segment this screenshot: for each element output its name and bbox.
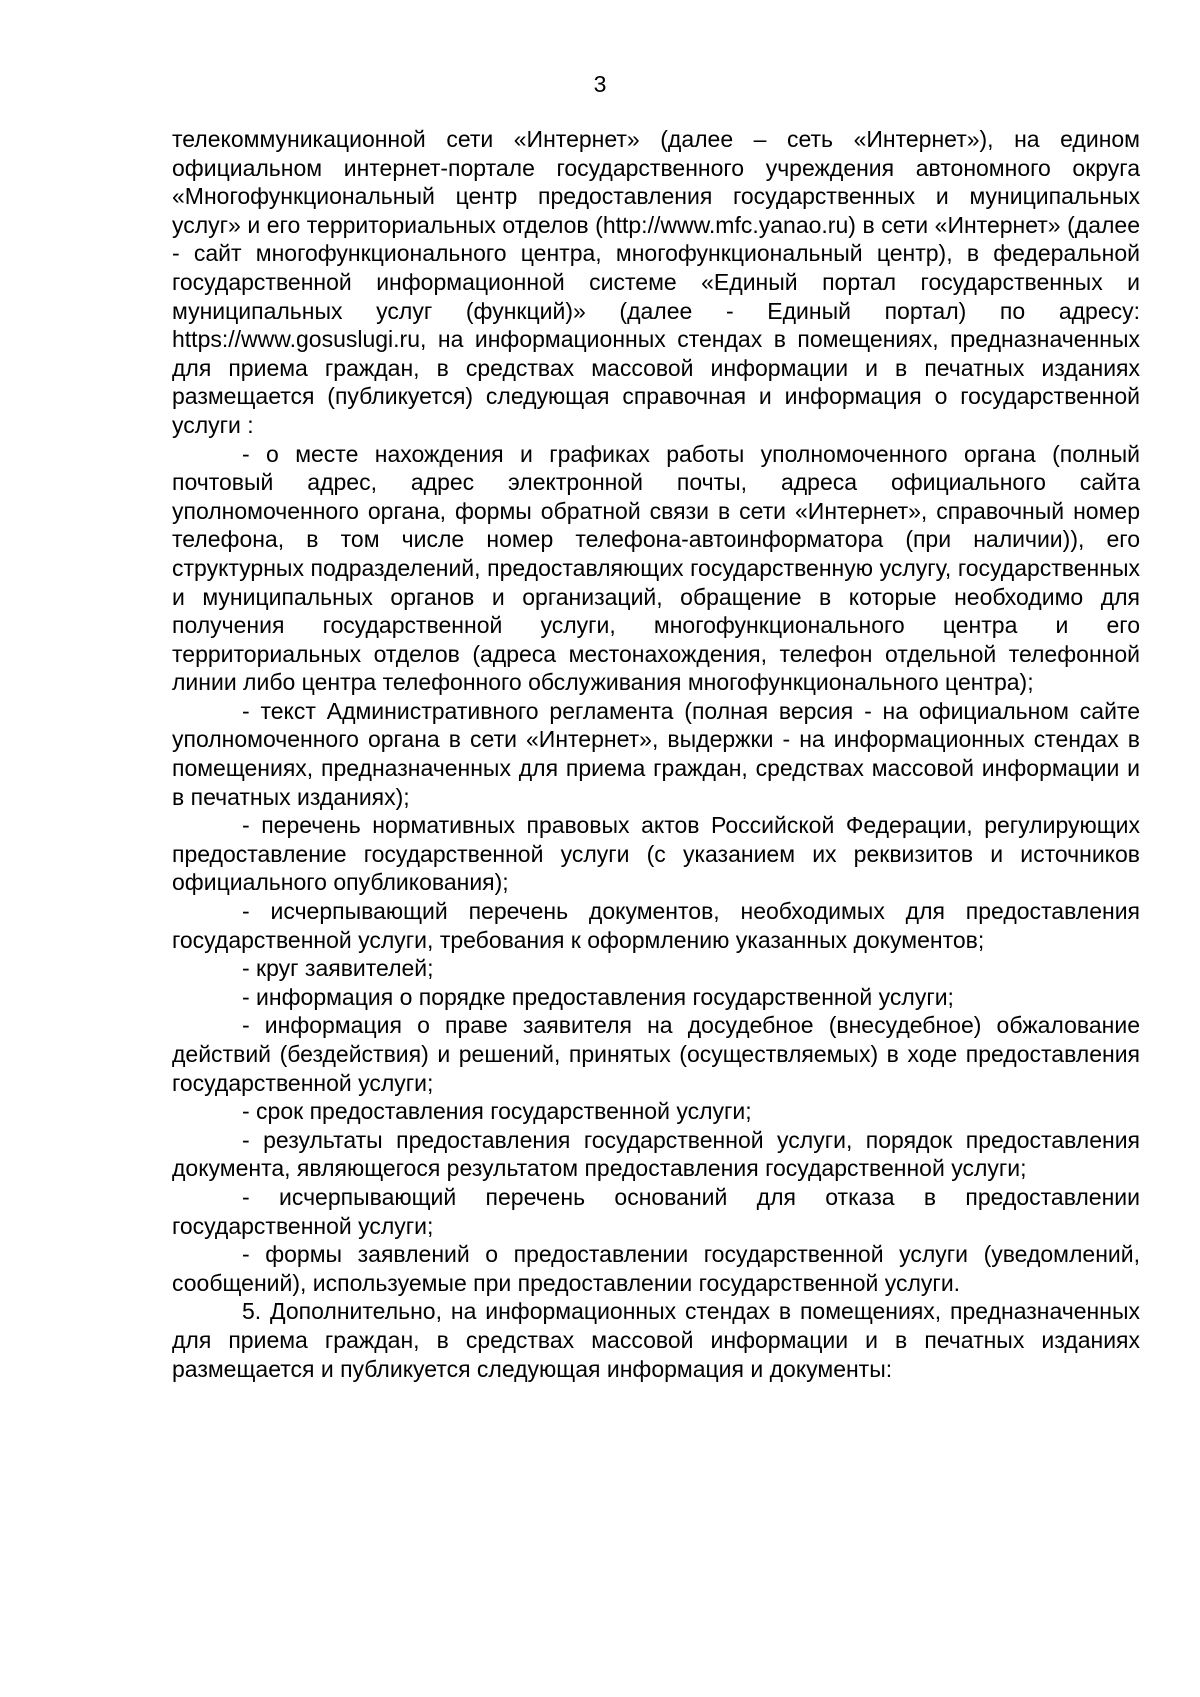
document-body (172, 125, 1140, 1383)
paragraph: телекоммуникационной сети «Интернет» (далее – сеть «Интернет»), на едином официальном интернет-портале государственного учреждения автономного округа «Многофункциональный центр предоставления государственных и муниципальных услуг» и его территориальных отделов (http://www.mfc.yanao.ru) в сети «Интернет» (далее - сайт многофункционального центра, многофункциональный центр), в федеральной государственной информационной системе «Единый портал государственных и муниципальных услуг (функций)» (далее - Единый портал) по адресу: https://www.gosuslugi.ru, на информационных стендах в помещениях, предназначенных для приема граждан, в средствах массовой информации и в печатных изданиях размещается (публикуется) следующая справочная и информация о государственной услуги : (172, 126, 1140, 438)
paragraph: 5. Дополнительно, на информационных стендах в помещениях, предназначенных для приема граждан, в средствах массовой информации и в печатных изданиях размещается и публикуется следующая информация и документы: (172, 1298, 1140, 1382)
paragraph: - текст Административного регламента (полная версия - на официальном сайте уполномоченного органа в сети «Интернет», выдержки - на информационных стендах в помещениях, предназначенных для приема граждан, средствах массовой информации и в печатных изданиях); (172, 697, 1140, 810)
paragraph: - информация о порядке предоставления государственной услуги; (242, 983, 954, 1010)
page-number: 3 (593, 71, 607, 97)
paragraph: - перечень нормативных правовых актов Российской Федерации, регулирующих предоставление государственной услуги (с указанием их реквизитов и источников официального опубликования); (172, 812, 1140, 896)
paragraph: - о месте нахождения и графиках работы уполномоченного органа (полный почтовый адрес, адрес электронной почты, адреса официального сайта уполномоченного органа, формы обратной связи в сети «Интернет», справочный номер телефона, в том числе номер телефона-автоинформатора (при наличии)), его структурных подразделений, предоставляющих государственную услугу, государственных и муниципальных органов и организаций, обращение в которые необходимо для получения государственной услуги, многофункционального центра и его территориальных отделов (адреса местонахождения, телефон отдельной телефонной линии либо центра телефонного обслуживания многофункционального центра); (172, 440, 1140, 696)
paragraph: - информация о праве заявителя на досудебное (внесудебное) обжалование действий (бездействия) и решений, принятых (осуществляемых) в ходе предоставления государственной услуги; (172, 1012, 1140, 1096)
paragraph: - срок предоставления государственной услуги; (242, 1098, 752, 1125)
paragraph: - круг заявителей; (242, 955, 434, 982)
paragraph: - формы заявлений о предоставлении государственной услуги (уведомлений, сообщений), используемые при предоставлении государственной услуги. (172, 1241, 1140, 1296)
paragraph: - исчерпывающий перечень документов, необходимых для предоставления государственной услуги, требования к оформлению указанных документов; (172, 898, 1140, 953)
paragraph: - результаты предоставления государственной услуги, порядок предоставления документа, являющегося результатом предоставления государственной услуги; (172, 1126, 1140, 1182)
paragraph: - исчерпывающий перечень оснований для отказа в предоставлении государственной услуги; (172, 1183, 1140, 1239)
